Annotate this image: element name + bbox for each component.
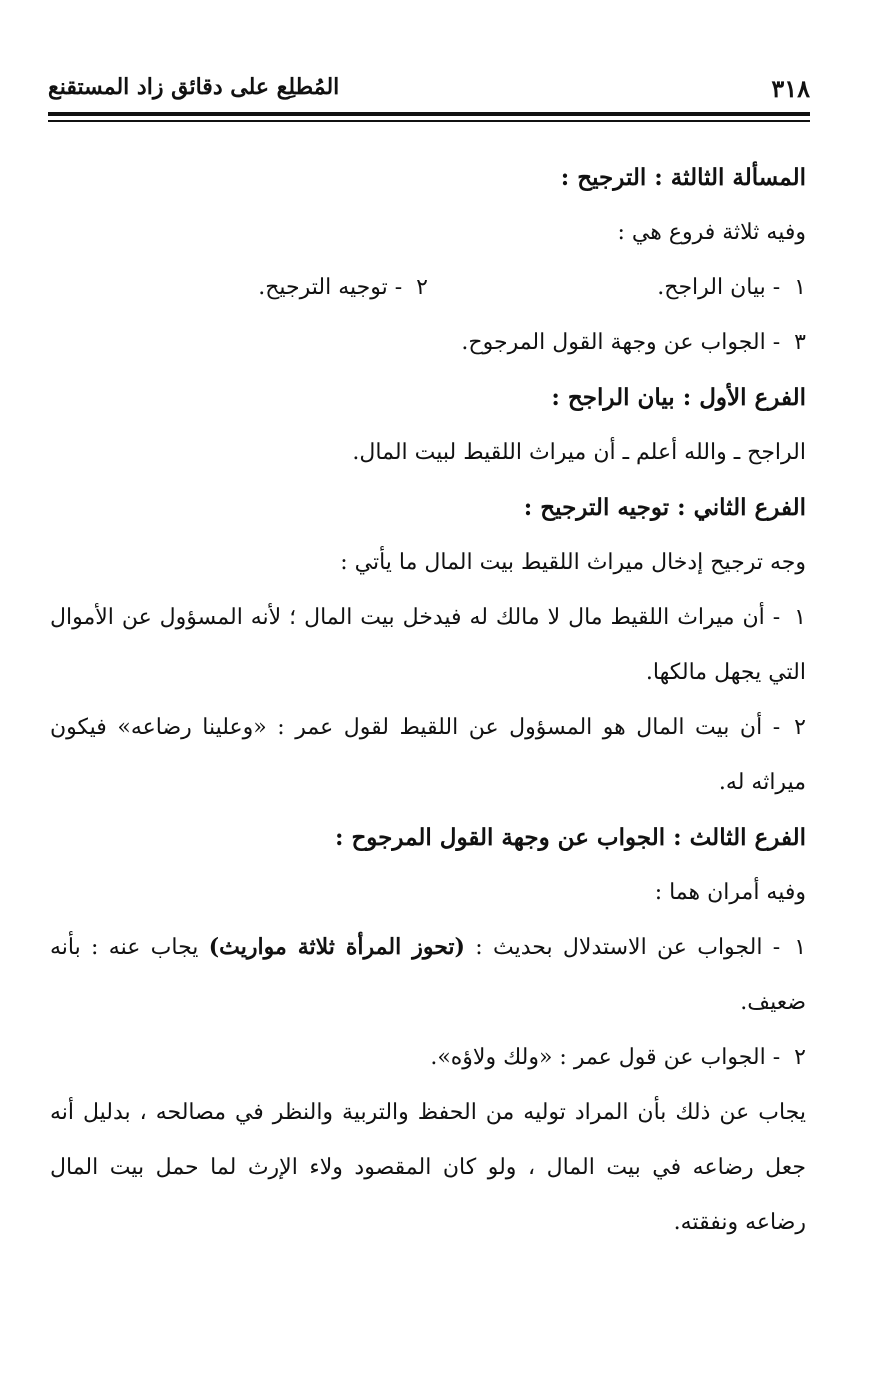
page-header xyxy=(48,72,810,112)
page-number: ٣١٨ xyxy=(771,74,810,103)
list-item xyxy=(50,260,428,315)
list-text: - توجيه الترجيح. xyxy=(258,275,403,300)
section-heading: المسألة الثالثة : الترجيح : xyxy=(560,164,806,191)
header-rule-thin xyxy=(48,120,810,122)
branch1-text: الراجح ـ والله أعلم ـ أن ميراث اللقيط لبيت المال. xyxy=(352,440,806,465)
point-number: ١ xyxy=(794,605,806,630)
point-text: - الجواب عن قول عمر : «ولك ولاؤه». xyxy=(430,1045,781,1070)
list-text: - الجواب عن وجهة القول المرجوح. xyxy=(461,330,781,355)
list-number: ٣ xyxy=(794,330,806,355)
header-rule-thick xyxy=(48,112,810,116)
list-text: - بيان الراجح. xyxy=(657,275,781,300)
branch1-heading: الفرع الأول : بيان الراجح : xyxy=(551,384,806,411)
point-number: ٢ xyxy=(794,715,806,740)
branch3-point-1 xyxy=(50,920,806,1030)
list-item xyxy=(428,260,806,315)
branch2-point-2 xyxy=(50,700,806,810)
point-number: ١ xyxy=(794,935,807,960)
list-row-1-2 xyxy=(50,260,806,315)
branch3-point-2 xyxy=(50,1030,806,1085)
branch3-heading: الفرع الثالث : الجواب عن وجهة القول المرجوح : xyxy=(334,824,806,851)
point-text: - أن ميراث اللقيط مال لا مالك له فيدخل بيت المال ؛ لأنه المسؤول عن الأموال التي يجهل مالكها. xyxy=(50,605,806,685)
branch3-intro: وفيه أمران هما : xyxy=(654,880,806,905)
point-text: - أن بيت المال هو المسؤول عن اللقيط لقول عمر : «وعلينا رضاعه» فيكون ميراثه له. xyxy=(50,715,806,795)
branch2-point-1 xyxy=(50,590,806,700)
list-number: ١ xyxy=(794,275,806,300)
section-intro: وفيه ثلاثة فروع هي : xyxy=(617,220,806,245)
branch2-intro: وجه ترجيح إدخال ميراث اللقيط بيت المال ما يأتي : xyxy=(340,550,806,575)
branch3-final-text: يجاب عن ذلك بأن المراد توليه من الحفظ والتربية والنظر في مصالحه ، بدليل أنه جعل رضاعه في بيت المال ، ولو كان المقصود ولاء الإرث لما حمل بيت المال رضاعه ونفقته. xyxy=(50,1100,806,1235)
list-number: ٢ xyxy=(416,275,428,300)
point-text-before: - الجواب عن الاستدلال بحديث : xyxy=(475,935,781,960)
list-item xyxy=(50,315,806,370)
point-text-after: يجاب عنه : بأنه ضعيف. xyxy=(50,935,806,1015)
branch2-heading: الفرع الثاني : توجيه الترجيح : xyxy=(523,494,806,521)
point-number: ٢ xyxy=(794,1045,806,1070)
hadith-quote: (تحوز المرأة ثلاثة مواريث) xyxy=(208,934,465,960)
running-title: المُطلِع على دقائق زاد المستقنع xyxy=(48,74,340,100)
page-body xyxy=(50,150,806,1250)
